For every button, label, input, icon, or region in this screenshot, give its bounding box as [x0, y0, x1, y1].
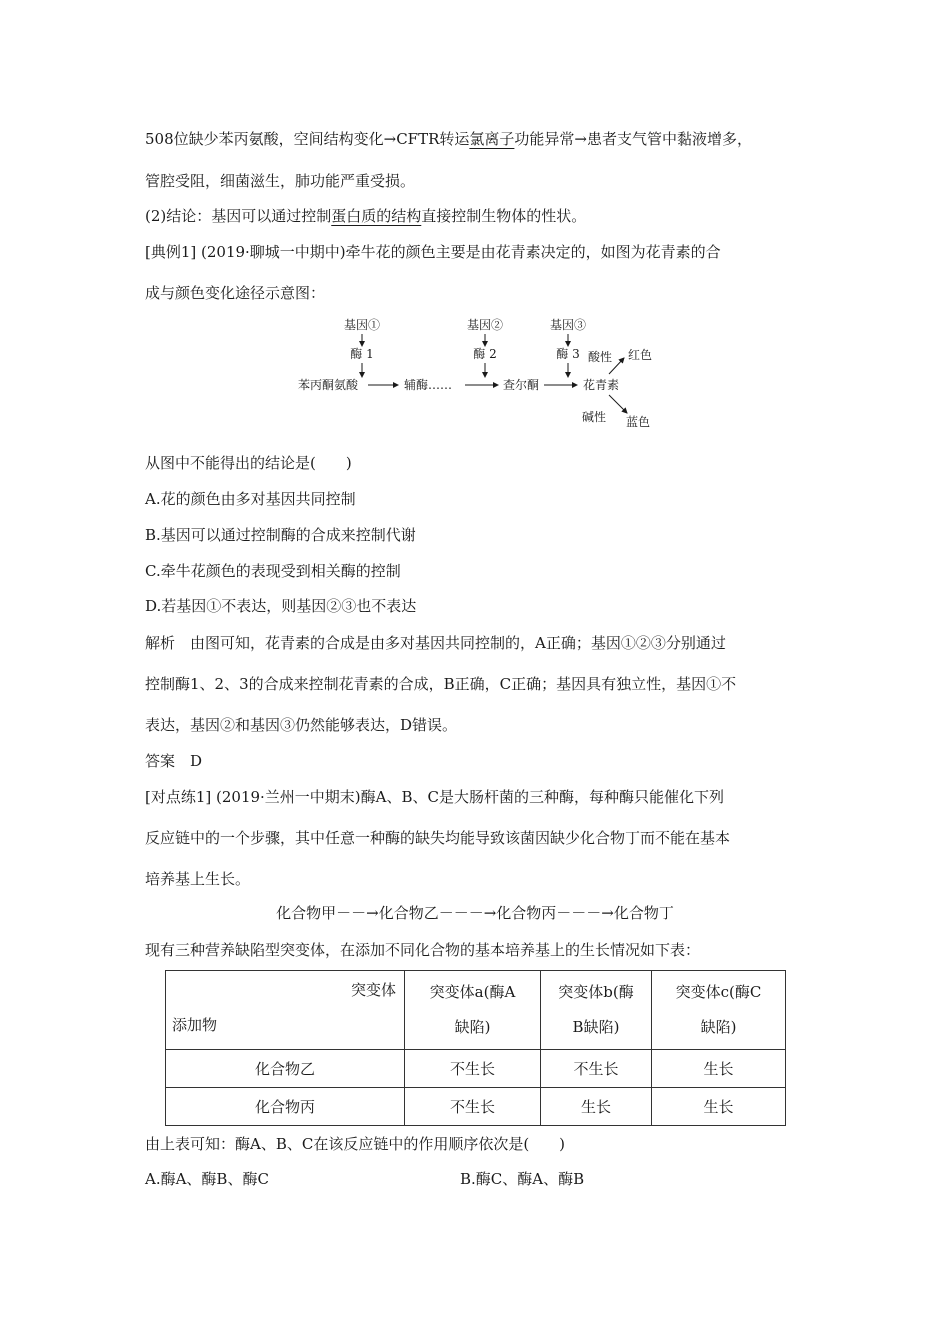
column-header-line: B缺陷) [572, 1018, 620, 1036]
table-row [166, 1050, 786, 1088]
basic-label: 碱性 [582, 410, 607, 424]
text-segment: 508位缺少苯丙氨酸，空间结构变化→CFTR转运 [145, 130, 470, 148]
text-segment: 直接控制生物体的性状。 [421, 207, 587, 225]
analysis-line: 表达，基因②和基因③仍然能够表达，D错误。 [145, 716, 458, 734]
column-header-line: 缺陷) [700, 1018, 737, 1036]
substrate-1-label: 苯丙酮氨酸 [298, 378, 359, 392]
underlined-term: 氯离子 [469, 130, 515, 148]
reaction-chain: 化合物甲－－→化合物乙－－－→化合物丙－－－→化合物丁 [276, 904, 674, 922]
table-cell: 生长 [652, 1088, 786, 1126]
option-b: B.基因可以通过控制酶的合成来控制代谢 [145, 526, 416, 544]
substrate-3-label: 查尔酮 [503, 378, 540, 392]
row-label: 化合物乙 [166, 1050, 405, 1088]
underlined-term: 蛋白质的结构 [331, 207, 422, 225]
row-label: 化合物丙 [166, 1088, 405, 1126]
table-row [166, 1088, 786, 1126]
table-corner-cell [166, 971, 405, 1050]
table-cell: 不生长 [405, 1088, 541, 1126]
option-b: B.酶C、酶A、酶B [460, 1170, 585, 1188]
table-cell: 生长 [541, 1088, 652, 1126]
table-cell: 不生长 [541, 1050, 652, 1088]
text-segment: 功能异常→患者支气管中黏液增多， [514, 130, 752, 148]
enzyme-2-label: 酶 2 [473, 347, 497, 361]
mutant-growth-table [165, 970, 786, 1126]
enzyme-1-label: 酶 1 [350, 347, 374, 361]
red-label: 红色 [628, 348, 653, 362]
text-line: 培养基上生长。 [145, 870, 251, 888]
conclusion-line [145, 205, 586, 226]
question-stem: 由上表可知：酶A、B、C在该反应链中的作用顺序依次是( ) [145, 1135, 566, 1153]
column-header [652, 971, 786, 1050]
gene-1-label: 基因① [343, 318, 381, 332]
text-line [145, 128, 752, 149]
text-line: 成与颜色变化途径示意图： [145, 284, 326, 302]
column-header-line: 突变体a(酶A [429, 983, 516, 1001]
arrow-to-blue [609, 395, 627, 413]
answer-line: 答案 D [145, 752, 203, 770]
analysis-line: 解析 由图可知，花青素的合成是由多对基因共同控制的，A正确；基因①②③分别通过 [145, 634, 726, 652]
option-d: D.若基因①不表达，则基因②③也不表达 [145, 597, 417, 615]
enzyme-3-label: 酶 3 [556, 347, 580, 361]
acidic-label: 酸性 [588, 350, 613, 364]
column-header-line: 缺陷) [454, 1018, 491, 1036]
analysis-line: 控制酶1、2、3的合成来控制花青素的合成，B正确，C正确；基因具有独立性，基因①不 [145, 675, 737, 693]
gene-2-label: 基因② [466, 318, 504, 332]
corner-top-label: 突变体 [350, 981, 396, 999]
column-header-line: 突变体c(酶C [675, 983, 762, 1001]
text-line: 反应链中的一个步骤，其中任意一种酶的缺失均能导致该菌因缺少化合物丁而不能在基本 [145, 829, 731, 847]
gene-3-label: 基因③ [549, 318, 587, 332]
blue-label: 蓝色 [626, 415, 651, 429]
column-header-line: 突变体b(酶 [558, 983, 634, 1001]
corner-bottom-label: 添加物 [172, 1016, 218, 1034]
anthocyanin-label: 花青素 [583, 378, 620, 392]
substrate-2-label: 辅酶…… [404, 378, 453, 392]
anthocyanin-pathway-diagram [290, 313, 670, 438]
text-segment: (2)结论：基因可以通过控制 [145, 207, 332, 225]
option-c: C.牵牛花颜色的表现受到相关酶的控制 [145, 562, 401, 580]
practice-heading: [对点练1] (2019·兰州一中期末)酶A、B、C是大肠杆菌的三种酶，每种酶只能催化下列 [145, 788, 724, 806]
option-a: A.花的颜色由多对基因共同控制 [145, 490, 356, 508]
table-cell: 不生长 [405, 1050, 541, 1088]
column-header [541, 971, 652, 1050]
text-line: 现有三种营养缺陷型突变体，在添加不同化合物的基本培养基上的生长情况如下表： [145, 941, 701, 959]
text-line: 管腔受阻，细菌滋生，肺功能严重受损。 [145, 172, 416, 190]
column-header [405, 971, 541, 1050]
question-stem: 从图中不能得出的结论是( ) [145, 454, 352, 472]
example-heading: [典例1] (2019·聊城一中期中)牵牛花的颜色主要是由花青素决定的，如图为花青素的合 [145, 243, 721, 261]
table-cell: 生长 [652, 1050, 786, 1088]
option-a: A.酶A、酶B、酶C [145, 1170, 269, 1188]
